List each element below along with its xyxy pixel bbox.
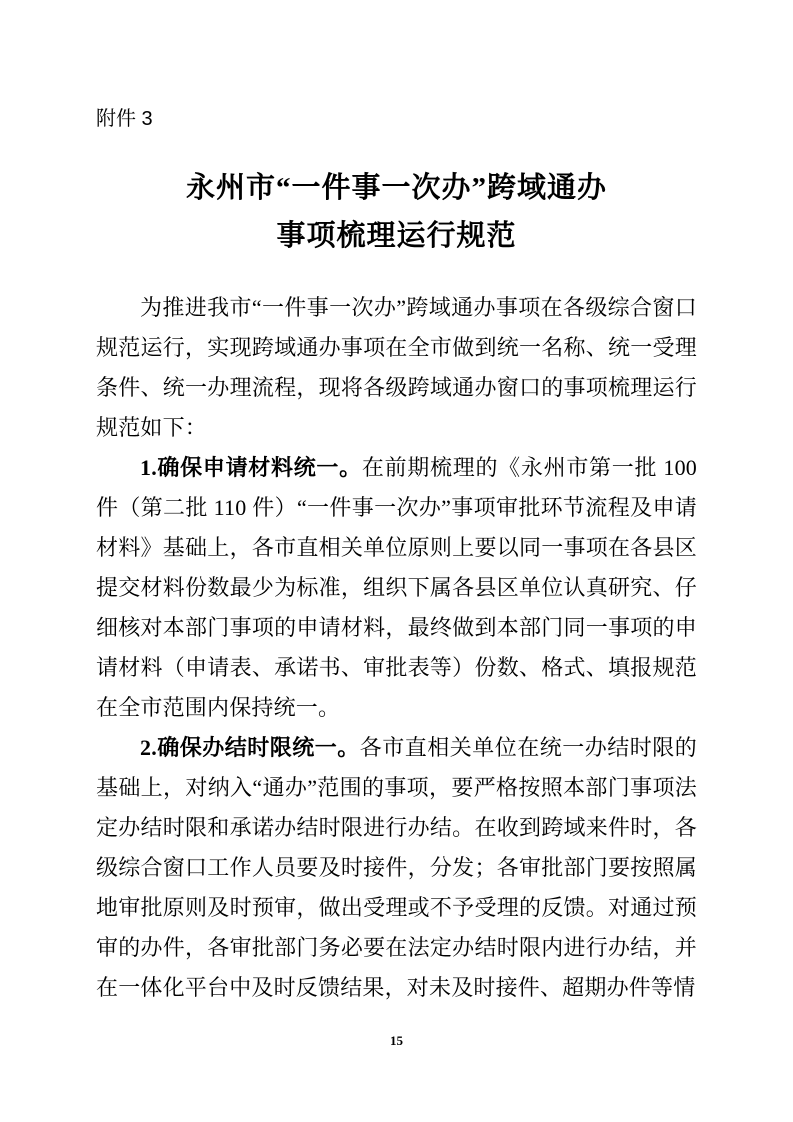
document-title (96, 164, 697, 260)
paragraph-item-1 (96, 448, 697, 728)
paragraph-item-2-text: 各市直相关单位在统一办结时限的基础上，对纳入“通办”范围的事项，要严格按照本部门事项法定办结时限和承诺办结时限进行办结。在收到跨域来件时，各级综合窗口工作人员要及时接件，分发；各审批部门要按照属地审批原则及时预审，做出受理或不予受理的反馈。对通过预审的办件，各审批部门务必要在法定办结时限内进行办结，并在一体化平台中及时反馈结果，对未及时接件、超期办件等情 (96, 735, 697, 1000)
page-number: 15 (390, 1033, 403, 1048)
document-title-line-1: 永州市“一件事一次办”跨域通办 (185, 172, 607, 204)
paragraph-item-1-text: 在前期梳理的《永州市第一批 100 件（第二批 110 件）“一件事一次办”事项审批环节流程及申请材料》基础上，各市直相关单位原则上要以同一事项在各县区提交材料份数最少为标准，组织下属各县区单位认真研究、仔细核对本部门事项的申请材料，最终做到本部门同一事项的申请材料（申请表、承诺书、审批表等）份数、格式、填报规范在全市范围内保持统一。 (96, 455, 698, 720)
paragraph-intro-text: 为推进我市“一件事一次办”跨域通办事项在各级综合窗口规范运行，实现跨域通办事项在全市做到统一名称、统一受理条件、统一办理流程，现将各级跨域通办窗口的事项梳理运行规范如下： (96, 295, 697, 440)
paragraph-item-2-lead: 2.确保办结时限统一。 (140, 735, 360, 760)
paragraph-intro (96, 288, 697, 448)
page-footer (0, 1032, 793, 1050)
document-body (96, 288, 697, 1008)
paragraph-item-1-lead: 1.确保申请材料统一。 (140, 455, 362, 480)
document-title-line-2: 事项梳理运行规范 (276, 220, 517, 252)
attachment-label: 附件 3 (96, 108, 153, 130)
paragraph-item-2 (96, 728, 697, 1008)
